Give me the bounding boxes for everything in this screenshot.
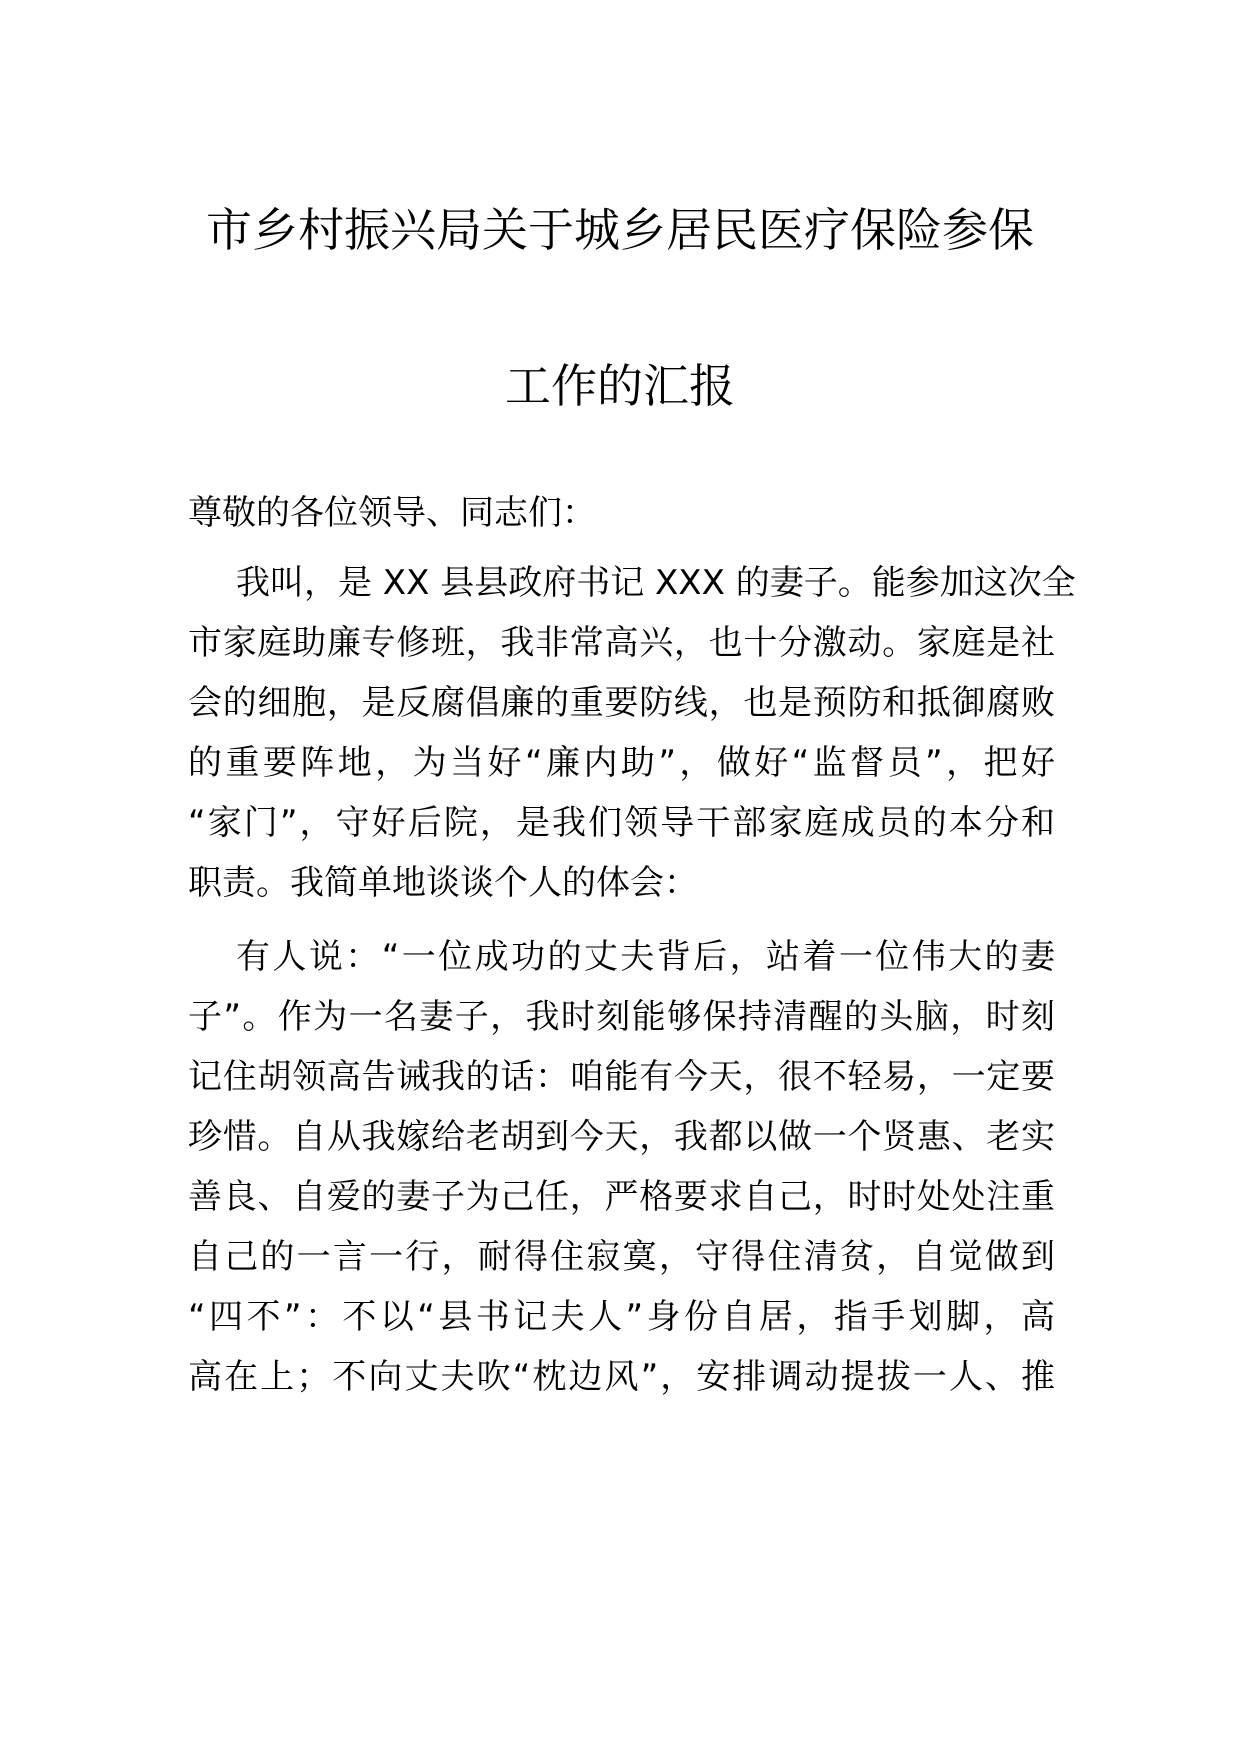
body-line: 珍惜。自从我嫁给老胡到今天，我都以做一个贤惠、老实 <box>188 1117 1055 1157</box>
body-line: “家门”，守好后院，是我们领导干部家庭成员的本分和 <box>188 803 1055 843</box>
body-line: 我叫，是 XX 县县政府书记 XXX 的妻子。能参加这次全 <box>236 563 1076 603</box>
body-line: 会的细胞，是反腐倡廉的重要防线，也是预防和抵御腐败 <box>188 683 1055 723</box>
body-line: 的重要阵地，为当好“廉内助”，做好“监督员”，把好 <box>188 743 1055 783</box>
body-line: 善良、自爱的妻子为己任，严格要求自己，时时处处注重 <box>188 1177 1055 1217</box>
salutation: 尊敬的各位领导、同志们： <box>188 493 596 533</box>
body-line: 职责。我简单地谈谈个人的体会： <box>188 863 698 903</box>
body-line: 记住胡领高告诫我的话：咱能有今天，很不轻易，一定要 <box>188 1057 1055 1097</box>
document-title-line-2: 工作的汇报 <box>505 359 735 413</box>
body-line: 市家庭助廉专修班，我非常高兴，也十分激动。家庭是社 <box>188 623 1055 663</box>
document-title-line-1: 市乡村振兴局关于城乡居民医疗保险参保 <box>206 203 1034 257</box>
body-line: 自己的一言一行，耐得住寂寞，守得住清贫，自觉做到 <box>188 1237 1055 1277</box>
body-line: 高在上；不向丈夫吹“枕边风”，安排调动提拔一人、推 <box>188 1357 1055 1397</box>
body-line: “四不”：不以“县书记夫人”身份自居，指手划脚，高 <box>188 1297 1055 1337</box>
body-line: 子”。作为一名妻子，我时刻能够保持清醒的头脑，时刻 <box>188 997 1055 1037</box>
body-line: 有人说：“一位成功的丈夫背后，站着一位伟大的妻 <box>236 937 1055 977</box>
